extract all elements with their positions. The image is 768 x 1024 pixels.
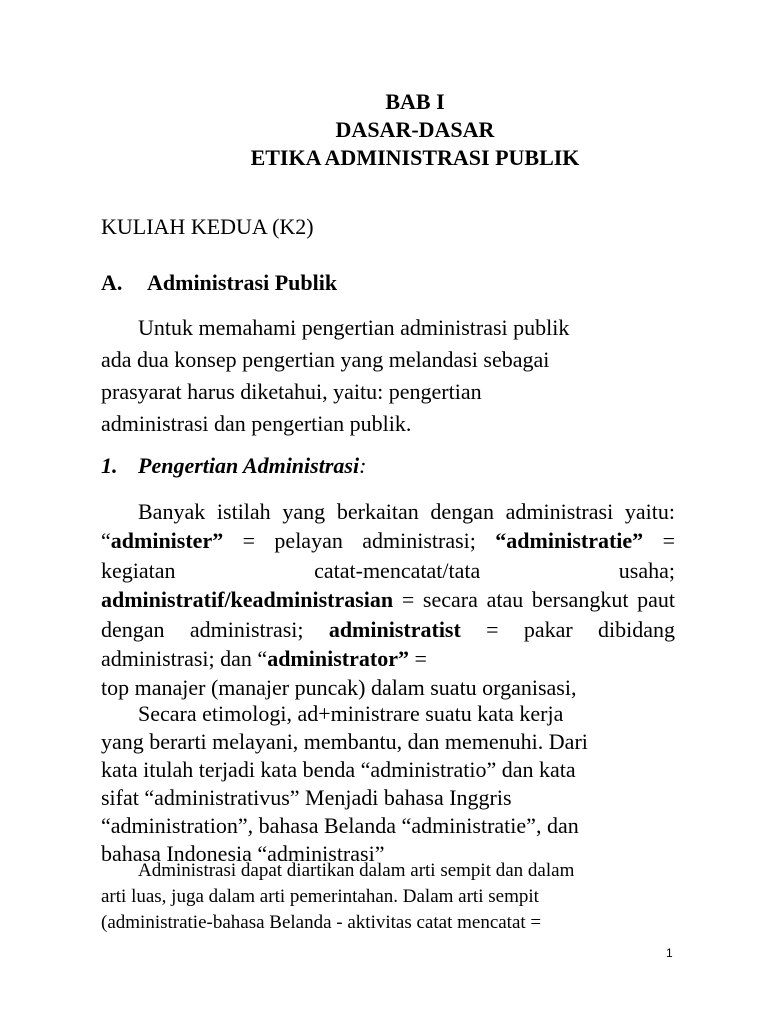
etymology-line: “administration”, bahasa Belanda “administratie”, dan xyxy=(101,813,579,838)
etymology-line: kata itulah terjadi kata benda “administratio” dan kata xyxy=(101,757,576,782)
terms-text: = pakar dibidang administrasi; dan “ xyxy=(101,616,675,672)
definition-line: Administrasi dapat diartikan dalam arti sempit dan dalam xyxy=(138,860,575,881)
chapter-title-line1: DASAR-DASAR xyxy=(335,117,495,142)
section-1-heading xyxy=(101,453,366,479)
terms-text: = kegiatan catat-mencatat/tata usaha; xyxy=(101,528,675,583)
intro-paragraph xyxy=(101,312,681,440)
etymology-line: yang berarti melayani, membantu, dan memenuhi. Dari xyxy=(101,729,588,754)
terms-text: = xyxy=(408,646,427,672)
chapter-heading xyxy=(0,88,768,172)
definition-line: (administratie-bahasa Belanda - aktivitas catat mencatat = xyxy=(101,912,542,933)
chapter-number: BAB I xyxy=(385,89,445,114)
intro-line: prasyarat harus diketahui, yaitu: pengertian xyxy=(101,379,482,404)
etymology-line: sifat “administrativus” Menjadi bahasa Inggris xyxy=(101,785,512,810)
lecture-label: KULIAH KEDUA (K2) xyxy=(101,214,314,239)
definition-line: arti luas, juga dalam arti pemerintahan. Dalam arti sempit xyxy=(101,886,539,907)
terms-last-line: top manajer (manajer puncak) dalam suatu organisasi, xyxy=(101,675,577,701)
terms-text: = secara atau bersangkut paut dengan administrasi; xyxy=(101,587,675,642)
section-a-title: Administrasi Publik xyxy=(147,270,338,295)
term-administratie: “administratie” xyxy=(495,528,644,554)
term-administrator: administrator” xyxy=(267,646,409,672)
intro-line: Untuk memahami pengertian administrasi publik xyxy=(138,315,570,340)
section-a-number: A. xyxy=(101,270,123,295)
etymology-paragraph xyxy=(101,700,675,868)
definition-paragraph xyxy=(101,858,675,936)
page-number: 1 xyxy=(666,946,673,960)
etymology-line: bahasa Indonesia “administrasi” xyxy=(101,841,385,866)
chapter-title-line2: ETIKA ADMINISTRASI PUBLIK xyxy=(250,145,580,170)
section-1-title: Pengertian Administrasi xyxy=(138,453,360,478)
term-administer: administer” xyxy=(110,528,224,554)
section-1-colon: : xyxy=(359,453,367,478)
etymology-line: Secara etimologi, ad+ministrare suatu kata kerja xyxy=(138,701,564,726)
term-administratif: administratif/keadministrasian xyxy=(101,587,394,613)
term-administratist: administratist xyxy=(328,616,461,642)
intro-line: ada dua konsep pengertian yang melandasi sebagai xyxy=(101,347,550,372)
section-1-number: 1. xyxy=(101,453,118,478)
intro-line: administrasi dan pengertian publik. xyxy=(101,411,412,436)
terms-paragraph xyxy=(101,497,675,703)
terms-text: Banyak istilah yang berkaitan dengan administrasi yaitu: “ xyxy=(101,499,675,554)
terms-text: = pelayan administrasi; xyxy=(223,528,496,554)
section-a-heading xyxy=(101,270,337,296)
